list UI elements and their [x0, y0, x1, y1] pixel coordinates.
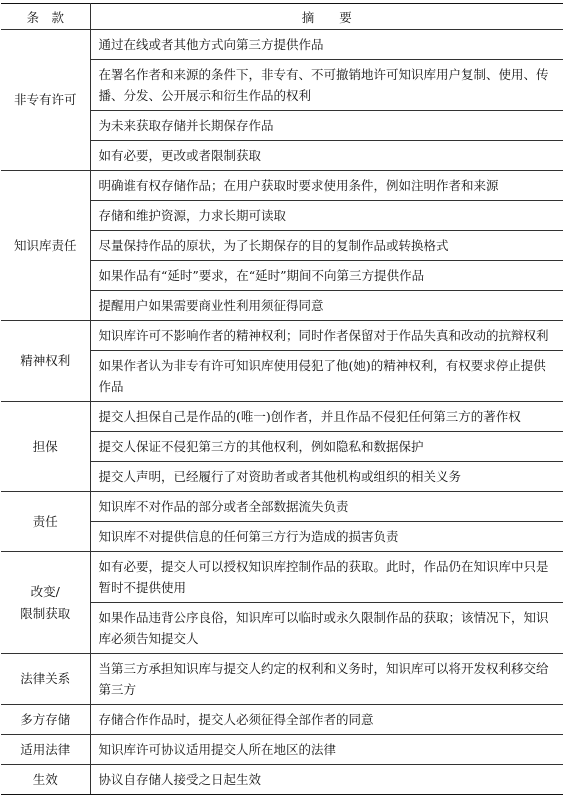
summary-item: 尽量保持作品的原状，为了长期保存的目的复制作品或转换格式: [90, 231, 563, 261]
table-row: [1, 321, 563, 351]
header-summary: 摘 要: [90, 4, 563, 30]
clause-liability: 责任: [1, 492, 90, 552]
summary-item: 如果作品违背公序良俗，知识库可以临时或永久限制作品的获取；该情况下，知识库必须告知提交人: [90, 603, 563, 654]
license-terms-table: [1, 3, 563, 795]
table-body: [1, 30, 563, 795]
summary-item: 知识库不对提供信息的任何第三方行为造成的损害负责: [90, 522, 563, 552]
clause-change-restrict-access: 改变/ 限制获取: [1, 552, 90, 654]
summary-item: 如有必要，提交人可以授权知识库控制作品的获取。此时，作品仍在知识库中只是暂时不提供使用: [90, 552, 563, 603]
summary-item: 如果作者认为非专有许可知识库使用侵犯了他(她)的精神权利，有权要求停止提供作品: [90, 351, 563, 402]
summary-item: 存储合作作品时，提交人必须征得全部作者的同意: [90, 705, 563, 735]
summary-item: 通过在线或者其他方式向第三方提供作品: [90, 30, 563, 60]
table-row: [1, 765, 563, 795]
summary-item: 明确谁有权存储作品；在用户获取时要求使用条件，例如注明作者和来源: [90, 171, 563, 201]
table-row: [1, 705, 563, 735]
clause-legal-relationship: 法律关系: [1, 654, 90, 705]
table-row: [1, 402, 563, 432]
header-clause: 条 款: [1, 4, 90, 30]
summary-item: 如果作品有“延时”要求，在“延时”期间不向第三方提供作品: [90, 261, 563, 291]
table-row: [1, 654, 563, 705]
table-header-row: [1, 4, 563, 30]
clause-moral-rights: 精神权利: [1, 321, 90, 402]
table-row: [1, 492, 563, 522]
table-row: [1, 735, 563, 765]
summary-item: 存储和维护资源，力求长期可读取: [90, 201, 563, 231]
summary-item: 提交人担保自己是作品的(唯一)创作者，并且作品不侵犯任何第三方的著作权: [90, 402, 563, 432]
summary-item: 协议自存储人接受之日起生效: [90, 765, 563, 795]
summary-item: 知识库许可协议适用提交人所在地区的法律: [90, 735, 563, 765]
clause-effective: 生效: [1, 765, 90, 795]
summary-item: 提醒用户如果需要商业性利用须征得同意: [90, 291, 563, 321]
summary-item: 为未来获取存储并长期保存作品: [90, 111, 563, 141]
summary-item: 在署名作者和来源的条件下，非专有、不可撤销地许可知识库用户复制、使用、传播、分发、公开展示和衍生作品的权利: [90, 60, 563, 111]
table-row: [1, 30, 563, 60]
summary-item: 当第三方承担知识库与提交人约定的权利和义务时，知识库可以将开发权利移交给第三方: [90, 654, 563, 705]
summary-item: 知识库不对作品的部分或者全部数据流失负责: [90, 492, 563, 522]
summary-item: 如有必要，更改或者限制获取: [90, 141, 563, 171]
summary-item: 提交人声明，已经履行了对资助者或者其他机构或组织的相关义务: [90, 462, 563, 492]
summary-item: 知识库许可不影响作者的精神权利；同时作者保留对于作品失真和改动的抗辩权利: [90, 321, 563, 351]
summary-item: 提交人保证不侵犯第三方的其他权利，例如隐私和数据保护: [90, 432, 563, 462]
clause-non-exclusive-license: 非专有许可: [1, 30, 90, 171]
clause-warranty: 担保: [1, 402, 90, 492]
clause-applicable-law: 适用法律: [1, 735, 90, 765]
table-row: [1, 171, 563, 201]
table-row: [1, 552, 563, 603]
clause-repository-responsibility: 知识库责任: [1, 171, 90, 321]
clause-multi-party-deposit: 多方存储: [1, 705, 90, 735]
